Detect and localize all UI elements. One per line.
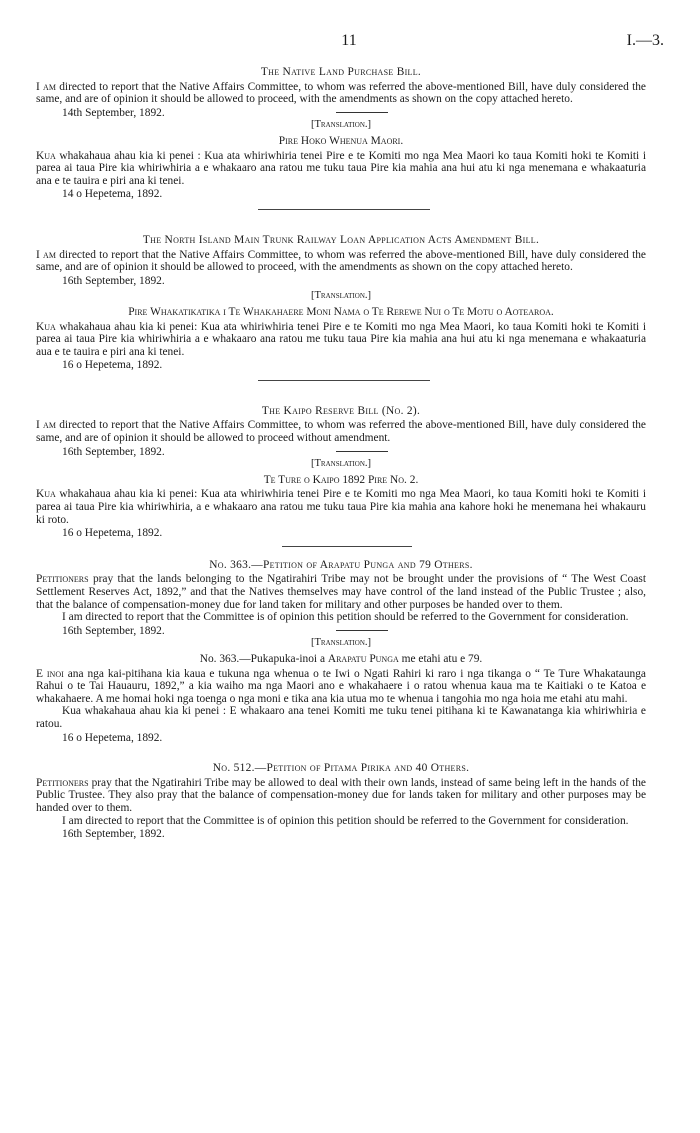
maori-title: Pire Whakatikatika i Te Whakahaere Moni Nama o Te Rerewe Nui o Te Motu o Aotearoa. xyxy=(128,305,554,318)
report-paragraph xyxy=(36,81,646,106)
report-date: 16th September, 1892. xyxy=(62,274,165,287)
petition-paragraph xyxy=(36,777,646,815)
translation-label: [Translation.] xyxy=(310,637,372,649)
report-paragraph xyxy=(36,249,646,274)
maori-date: 16 o Hepetema, 1892. xyxy=(62,527,163,540)
report-text: directed to report that the Native Affairs Committee, to whom was referred the above-mentioned Bill, have duly considered the same, and are of opinion it should be allowed to proceed, with the amendments as shown on the copy attached hereto. xyxy=(36,80,646,106)
short-rule xyxy=(336,630,388,631)
maori-petitioner-name: Arapatu Punga xyxy=(327,652,399,665)
section-kaipo-reserve-bill xyxy=(36,405,646,547)
short-rule xyxy=(336,112,388,113)
section-divider xyxy=(258,209,430,210)
title-suffix: and 79 Others. xyxy=(397,558,473,571)
report-date: 16th September, 1892. xyxy=(62,445,165,458)
section-title: The North Island Main Trunk Railway Loan Application Acts Amendment Bill. xyxy=(142,233,540,246)
report-date: 14th September, 1892. xyxy=(62,106,165,119)
report-date: 16th September, 1892. xyxy=(62,624,165,637)
section-divider xyxy=(282,546,412,547)
lead-words: I am xyxy=(36,80,56,93)
report-date: 16th September, 1892. xyxy=(62,828,165,841)
title-prefix: No. 512.—Petition of xyxy=(212,762,321,775)
page-content xyxy=(36,66,646,841)
lead-words: Petitioners xyxy=(36,573,89,586)
section-main-trunk-railway-bill xyxy=(36,234,646,381)
section-title: The Native Land Purchase Bill. xyxy=(260,66,422,78)
page-header xyxy=(34,32,664,52)
translation-label: [Translation.] xyxy=(310,290,372,302)
maori-title-prefix: No. 363.—Pukapuka-inoi a xyxy=(199,652,325,665)
short-rule xyxy=(336,451,388,452)
maori-paragraph xyxy=(36,668,646,706)
translation-label: [Translation.] xyxy=(310,119,372,131)
report-paragraph: I am directed to report that the Committee is of opinion this petition should be referred to the Government for consideration. xyxy=(62,814,629,827)
title-prefix: No. 363.—Petition of xyxy=(209,558,318,571)
report-paragraph xyxy=(36,419,646,444)
petition-paragraph xyxy=(36,573,646,611)
maori-lead-words: Kua xyxy=(36,320,56,333)
page-reference: I.—3. xyxy=(626,32,664,49)
maori-title-suffix: me etahi atu e 79. xyxy=(401,652,483,665)
section-title xyxy=(36,559,646,572)
page-number: 11 xyxy=(341,32,357,49)
maori-text: whakahaua ahau kia ki penei: Kua ata whiriwhiria tenei Pire e te Komiti mo nga Mea Maori, ko taua Komiti hoki te Komiti i parea ai taua Pire kia whiriwhiria a e whakaaro ana ratou me tuku taua Pire kia mahia ana hui atu ki nga menemana e whakaaturia aua e te tauira e piri ana ki tenei. xyxy=(36,320,646,358)
report-text: directed to report that the Native Affairs Committee, to whom was referred the above-mentioned Bill, have duly considered the same, and are of opinion it should be allowed to proceed, with the amendments as shown on the copy attached hereto. xyxy=(36,248,646,274)
section-title: The Kaipo Reserve Bill (No. 2). xyxy=(261,404,421,417)
lead-words: Petitioners xyxy=(36,776,89,789)
maori-lead-words: Kua xyxy=(36,149,56,162)
translation-label: [Translation.] xyxy=(310,458,372,470)
maori-date: 14 o Hepetema, 1892. xyxy=(62,188,163,201)
maori-paragraph xyxy=(36,150,646,188)
maori-date: 16 o Hepetema, 1892. xyxy=(62,731,163,744)
petitioner-name: Pitama Pirika xyxy=(323,762,392,775)
report-text: directed to report that the Native Affairs Committee, to whom was referred the above-mentioned Bill, have duly considered the same, and are of opinion it should be allowed to proceed without amendment. xyxy=(36,419,646,445)
section-petition-363 xyxy=(36,559,646,744)
maori-lead-words: Kua xyxy=(36,488,56,501)
petition-text: pray that the Ngatirahiri Tribe may be allowed to deal with their own lands, instead of same being left in the hands of the Public Trustee. They also pray that the balance of compensation-money due for lands taken for military and other purposes may be handed over to them. xyxy=(36,776,646,814)
maori-title xyxy=(36,653,646,666)
lead-words: I am xyxy=(36,419,56,432)
maori-text: whakahaua ahau kia ki penei : Kua ata whiriwhiria tenei Pire e te Komiti mo nga Mea Maori ko taua Komiti hoki te Komiti i parea ai taua Pire kia whiriwhiria a e whakaaro ana ratou me tuku taua Pire kia mahia ana hui atu ki nga menemana e whakaaturia ana e te tauira e piri ana ki tenei. xyxy=(36,149,646,187)
section-native-land-purchase-bill xyxy=(36,66,646,210)
petitioner-name: Arapatu Punga xyxy=(319,558,395,571)
petition-text: pray that the lands belonging to the Ngatirahiri Tribe may not be brought under the provisions of “ The West Coast Settlement Reserves Act, 1892,” and that the Natives themselves may have control of the land instead of the Public Trustee ; also, that the balance of compensation-money due for land taken for military and other purposes be handed over to them. xyxy=(36,573,646,611)
report-paragraph: I am directed to report that the Committee is of opinion this petition should be referred to the Government for consideration. xyxy=(62,611,629,624)
maori-title: Te Ture o Kaipo 1892 Pire No. 2. xyxy=(263,473,419,486)
lead-words: I am xyxy=(36,248,56,261)
section-divider xyxy=(258,380,430,381)
maori-text: whakahaua ahau kia ki penei: Kua ata whiriwhiria tenei Pire e te Komiti mo nga Mea Maori, ko taua Komiti hoki te Komiti i parea ai taua Pire kia whiriwhiria, a e whakaaro ana ratou me tuku taua Pire kia mahia ana kahore hoki he menemana hei whakauru ki roto. xyxy=(36,488,646,526)
maori-text: ana nga kai-pitihana kia kaua e tukuna nga whenua o te Iwi o Ngati Rahiri ki raro i nga tikanga o “ Te Ture Whakataunga Rahui o te Tai Hauauru, 1892,” a kia waiho ma nga Maori ano e whakahaere i o ratou whenua kaua ma te Kaitiaki o te Katoa e whakahaere. A me homai hoki nga toenga o nga moni e tika ana kia utua mo te whenua i tangohia mo nga hoia me etahi atu mahi. xyxy=(36,667,646,705)
section-title xyxy=(36,762,646,775)
maori-paragraph xyxy=(36,321,646,359)
maori-report-paragraph: Kua whakahaua ahau kia ki penei : E whakaaro ana tenei Komiti me tuku tenei pitihana ki te Kawanatanga kia whiriwhiria e ratou. xyxy=(36,705,646,730)
maori-lead-words: E inoi xyxy=(36,667,64,680)
title-suffix: and 40 Others. xyxy=(394,762,470,775)
maori-date: 16 o Hepetema, 1892. xyxy=(62,359,163,372)
section-petition-512 xyxy=(36,762,646,841)
maori-title: Pire Hoko Whenua Maori. xyxy=(278,134,404,147)
maori-paragraph xyxy=(36,488,646,526)
